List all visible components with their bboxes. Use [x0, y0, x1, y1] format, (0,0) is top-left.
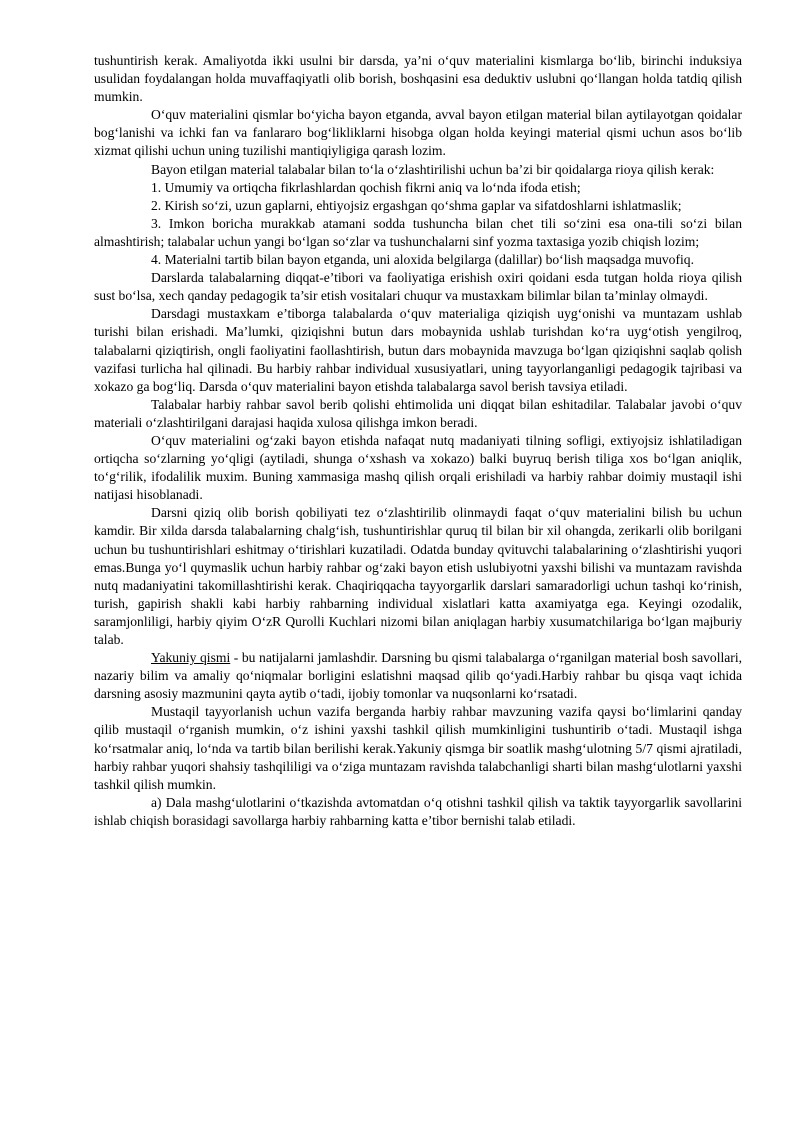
paragraph: Darsdagi mustaxkam e’tiborga talabalarda o‘quv materialiga qiziqish uyg‘onishi va muntazam ushlab turishi bilan erishadi. Ma’lumki, qiziqishni butun dars mobaynida ushlab turishdan ko‘ra uyg‘otish yengilroq, talabalarni qiziqtirish, ongli faoliyatini faollashtirish, butun dars mobaynida mavzuga bo‘lgan qiziqishni saqlab qolish vazifasi turlicha hal qilinadi. Bu harbiy rahbar individual xususiyatlari, uning tayyorlanganligi pedagogik tajribasi va xokazo ga bog‘liq. Darsda o‘quv materialini bayon etishda talabalarga savol berish tavsiya etiladi. [94, 306, 742, 394]
paragraph: tushuntirish kerak. Amaliyotda ikki usulni bir darsda, ya’ni o‘quv materialini kismlarga bo‘lib, birinchi induksiya usulidan foydalangan holda muvaffaqiyatli olib borish, boshqasini esa deduktiv uslubni qo‘llangan holda tatdiq qilish mumkin. [94, 53, 742, 105]
paragraph: O‘quv materialini qismlar bo‘yicha bayon etganda, avval bayon etilgan material bilan aytilayotgan qoidalar bog‘lanishi va ichki fan va fanlararo bog‘likliklarni hisobga olgan holda keyingi material qismi uchun asos bo‘lib xizmat qilishi uchun uning tuzilishi mantiqiyligiga qarash lozim. [94, 107, 742, 159]
paragraph: Talabalar harbiy rahbar savol berib qolishi ehtimolida uni diqqat bilan eshitadilar. Talabalar javobi o‘quv materiali o‘zlashtirilgani darajasi haqida xulosa qilishga imkon beradi. [94, 396, 742, 430]
paragraph: Bayon etilgan material talabalar bilan to‘la o‘zlashtirilishi uchun ba’zi bir qoidalarga rioya qilish kerak: [151, 161, 715, 177]
paragraph: Mustaqil tayyorlanish uchun vazifa berganda harbiy rahbar mavzuning vazifa qaysi bo‘limlarini qanday qilib mustaqil o‘rganish mumkin, o‘z ishini yaxshi tashkil qilish mumkinligini tushuntirib o‘tadi. Mustaqil ishga ko‘rsatmalar aniq, lo‘nda va tartib bilan berilishi kerak.Yakuniy qismga bir soatlik mashg‘ulotning 5/7 qismi ajratiladi, harbiy rahbar yuqori shahsiy tashqililigi va o‘ziga muntazam ravishda talabchanligi sharti bilan mashg‘ulotlarni yaxshi tashkil qilish mumkin. [94, 704, 742, 792]
paragraph: a) Dala mashg‘ulotlarini o‘tkazishda avtomatdan o‘q otishni tashkil qilish va taktik tayyorgarlik savollarini ishlab chiqish borasidagi savollarga harbiy rahbarning katta e’tibor bernishi talab etiladi. [94, 794, 742, 828]
document-page [94, 52, 742, 830]
paragraph [94, 649, 742, 703]
paragraph-text: - bu natijalarni jamlashdir. Darsning bu qismi talabalarga o‘rganilgan material bosh savollari, nazariy bilim va amaliy qo‘niqmalar borligini eslatishni maqsad qilib qo‘yadi.Harbiy rahbar bu qisqa vaqt ichida darsning asosiy mazmunini qayta aytib o‘tadi, ijobiy tomonlar va nuqsonlarni ko‘rsatadi. [94, 650, 742, 702]
paragraph: Darsni qiziq olib borish qobiliyati tez o‘zlashtirilib olinmaydi faqat o‘quv materialini bilish bu uchun kamdir. Bir xilda darsda talabalarning chalg‘ish, tushuntirishlar quruq til bilan bir xil ohangda, zerikarli olib borilgani uchun bu tushuntirishlari eshitmay o‘tirishlari kuzatiladi. Odatda bunday qvituvchi talabalarining o‘zlashtirishi yuqori emas.Bunga yo‘l quymaslik uchun harbiy rahbar og‘zaki bayon etish uslubiyotni yaxshi bilishi va muntazam ravishda nutq madaniyatini takomillashtirishi kerak. Chaqiriqqacha tayyorgarlik darslari samaradorligi uchun tashqi ko‘rinish, turish, gapirish shakli kabi harbiy rahbarning individual xislatlari katta axamiyatga ega. Keyingi ozodalik, saramjonliligi, harbiy qiyim O‘zR Qurolli Kuchlari nizomi bilan aniqlagan harbiy xusumatchilariga bo‘lgan majburiy talab. [94, 505, 742, 647]
section-heading-underlined: Yakuniy qismi [151, 650, 231, 666]
list-item: 3. Imkon boricha murakkab atamani sodda tushuncha bilan chet tili so‘zini esa ona-tili so‘zi bilan almashtirish; talabalar uchun yangi bo‘lgan so‘zlar va tushunchalarni sinf yozma taxtasiga yozib chiqish lozim; [94, 215, 742, 249]
list-item: 2. Kirish so‘zi, uzun gaplarni, ehtiyojsiz ergashgan qo‘shma gaplar va sifatdoshlarni ishlatmaslik; [151, 197, 682, 213]
paragraph: Darslarda talabalarning diqqat-e’tibori va faoliyatiga erishish oxiri qoidani esda tutgan holda rioya qilish sust bo‘lsa, xech qanday pedagogik ta’sir etish vositalari chuqur va mustaxkam bilimlar bilan ta’minlay olmaydi. [94, 270, 742, 304]
paragraph: O‘quv materialini og‘zaki bayon etishda nafaqat nutq madaniyati tilning sofligi, extiyojsiz ishlatiladigan ortiqcha so‘zlarning yo‘qligi (aytiladi, shunga o‘xshash va xokazo) balki buyruq berish tiliga xos bo‘lgan aniqlik, to‘g‘rilik, ifodalilik muxim. Buning xammasiga mashq qilish orqali erishiladi va harbiy rahbar doimiy mustaqil ishi natijasi hisoblanadi. [94, 432, 742, 503]
list-item: 1. Umumiy va ortiqcha fikrlashlardan qochish fikrni aniq va lo‘nda ifoda etish; [151, 179, 581, 195]
list-item: 4. Materialni tartib bilan bayon etganda, uni aloxida belgilarga (dalillar) bo‘lish maqsadga muvofiq. [151, 252, 694, 268]
